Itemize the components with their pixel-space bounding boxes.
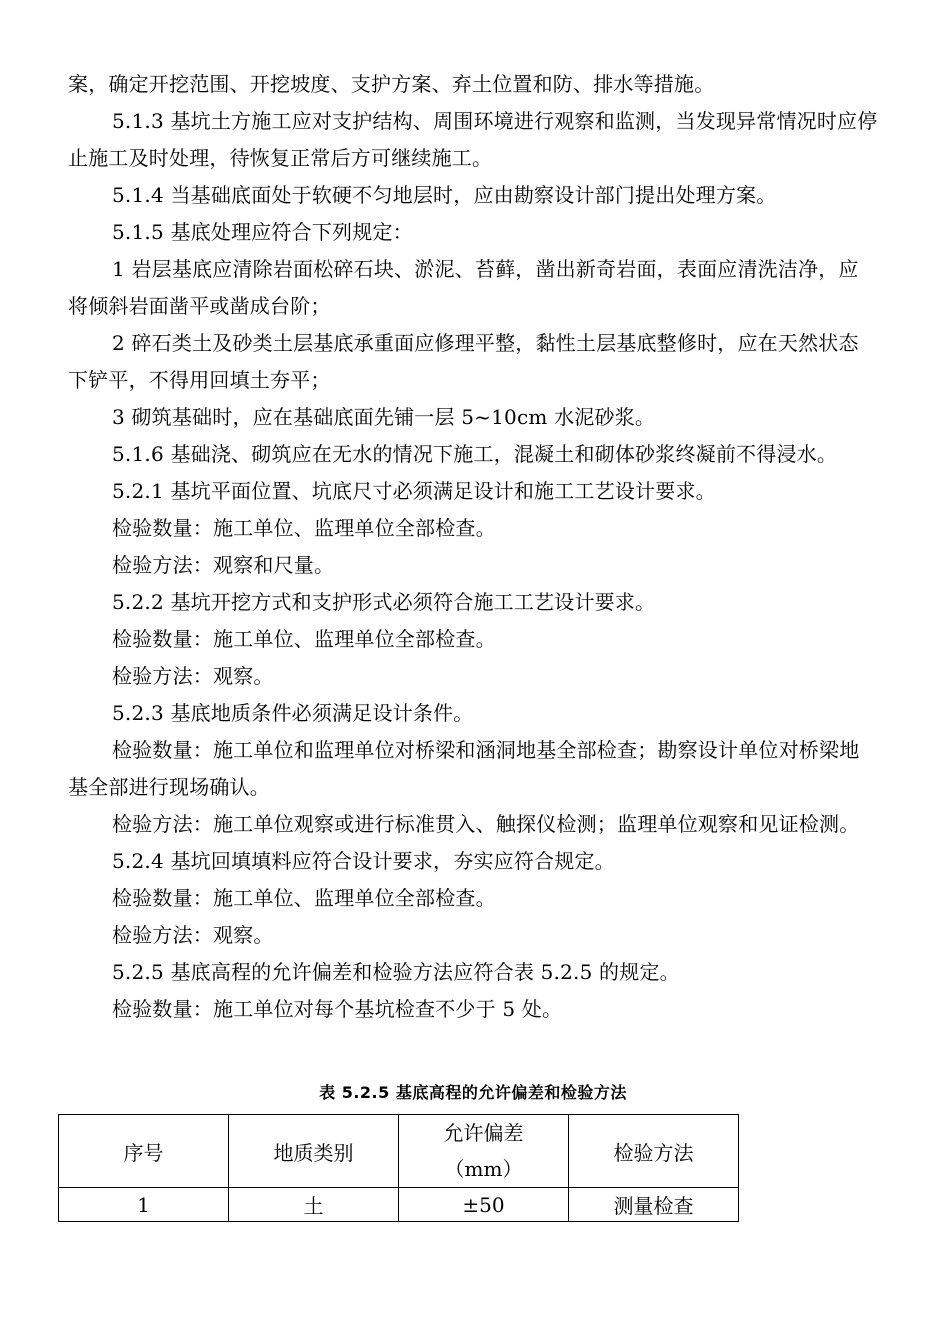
paragraph: 5.2.2 基坑开挖方式和支护形式必须符合施工工艺设计要求。 [112, 590, 656, 614]
document-body [68, 66, 878, 1028]
paragraph: 案，确定开挖范围、开挖坡度、支护方案、弃土位置和防、排水等措施。 [68, 72, 715, 96]
table-header-row [59, 1115, 739, 1188]
paragraph: 检验数量：施工单位对每个基坑检查不少于 5 处。 [112, 997, 563, 1021]
paragraph: 检验方法：施工单位观察或进行标准贯入、触探仪检测；监理单位观察和见证检测。 [112, 812, 860, 836]
paragraph: 1 岩层基底应清除岩面松碎石块、淤泥、苔藓，凿出新奇岩面，表面应清洗洁净，应将倾斜岩面凿平或凿成台阶； [68, 257, 859, 318]
paragraph: 3 砌筑基础时，应在基础底面先铺一层 5~10cm 水泥砂浆。 [112, 405, 656, 429]
paragraph: 5.2.5 基底高程的允许偏差和检验方法应符合表 5.2.5 的规定。 [112, 960, 680, 984]
cell-inspection-method: 测量检查 [569, 1188, 739, 1222]
table-caption: 表 5.2.5 基底高程的允许偏差和检验方法 [319, 1083, 627, 1102]
paragraph: 5.1.3 基坑土方施工应对支护结构、周围环境进行观察和监测，当发现异常情况时应停止施工及时处理，待恢复正常后方可继续施工。 [68, 109, 878, 170]
cell-geology-category: 土 [229, 1188, 399, 1222]
header-tolerance-line1: 允许偏差 [443, 1121, 524, 1145]
paragraph: 5.1.6 基础浇、砌筑应在无水的情况下施工，混凝土和砌体砂浆终凝前不得浸水。 [112, 442, 838, 466]
paragraph: 检验方法：观察。 [112, 923, 274, 947]
paragraph: 5.2.3 基底地质条件必须满足设计条件。 [112, 701, 474, 725]
table-row [59, 1188, 739, 1222]
header-tolerance [399, 1115, 569, 1188]
paragraph: 检验方法：观察。 [112, 664, 274, 688]
tolerance-table [58, 1114, 739, 1222]
paragraph: 5.1.5 基底处理应符合下列规定： [112, 220, 413, 244]
paragraph: 5.2.4 基坑回填填料应符合设计要求，夯实应符合规定。 [112, 849, 615, 873]
header-inspection-method: 检验方法 [569, 1115, 739, 1188]
header-geology-category: 地质类别 [229, 1115, 399, 1188]
cell-tolerance: ±50 [399, 1188, 569, 1222]
paragraph: 5.2.1 基坑平面位置、坑底尺寸必须满足设计和施工工艺设计要求。 [112, 479, 716, 503]
paragraph: 检验数量：施工单位、监理单位全部检查。 [112, 516, 496, 540]
paragraph: 检验方法：观察和尺量。 [112, 553, 335, 577]
paragraph: 检验数量：施工单位和监理单位对桥梁和涵洞地基全部检查；勘察设计单位对桥梁地基全部进行现场确认。 [68, 738, 860, 799]
paragraph: 2 碎石类土及砂类土层基底承重面应修理平整，黏性土层基底整修时，应在天然状态下铲平，不得用回填土夯平； [68, 331, 859, 392]
paragraph: 5.1.4 当基础底面处于软硬不匀地层时，应由勘察设计部门提出处理方案。 [112, 183, 777, 207]
header-tolerance-line2: （mm） [444, 1157, 523, 1181]
cell-serial-number: 1 [59, 1188, 229, 1222]
paragraph: 检验数量：施工单位、监理单位全部检查。 [112, 627, 496, 651]
paragraph: 检验数量：施工单位、监理单位全部检查。 [112, 886, 496, 910]
header-serial-number: 序号 [59, 1115, 229, 1188]
